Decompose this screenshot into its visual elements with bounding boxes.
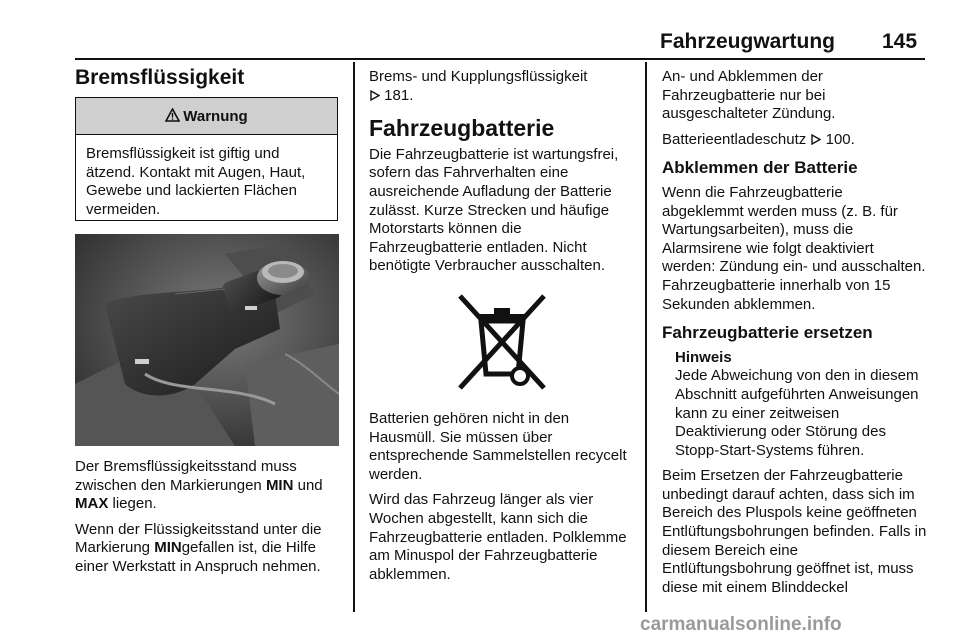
warning-header [76, 98, 337, 135]
discharge-protection-ref [662, 131, 927, 150]
running-header-title: Fahrzeugwartung [660, 30, 836, 53]
min-mark: MIN [265, 476, 294, 494]
crossref-triangle-icon [810, 134, 821, 145]
header-rule [75, 58, 925, 60]
discharge-ref-text: Batterieentladeschutz [662, 130, 807, 148]
brake-fluid-reservoir-photo [75, 234, 339, 446]
column-divider-2 [645, 62, 647, 612]
low-level-paragraph [75, 521, 343, 577]
level-text-1: Der Bremsflüssigkeitsstand muss zwischen den Markierungen [75, 458, 297, 494]
warning-box [75, 97, 338, 221]
recycle-paragraph: Batterien gehören nicht in den Hausmüll. Sie müssen über entsprechende Sammelstellen recycelt werden. [369, 409, 627, 483]
abklemmen-text: Wenn die Fahrzeugbatterie abgeklemmt werden muss (z. B. für Wartungsarbeiten), muss die Alarmsirene wie folgt deaktiviert werden: Zündung ein- und ausschalten. Fahrzeugbatterie innerhalb von 15 Sekunden abklemmen. [662, 183, 926, 313]
watermark: carmanualsonline.info [640, 614, 842, 635]
heading-abklemmen: Abklemmen der Batterie [662, 158, 858, 178]
column-1-text [75, 458, 343, 584]
column-divider-1 [353, 62, 355, 612]
hinweis-text: Jede Abweichung von den in diesem Abschnitt aufgeführten Anweisungen kann zu einer zeitweisen Deaktivierung oder Störung des Stopp-Start-Systems führen. [675, 367, 919, 459]
level-text-3: liegen. [108, 495, 157, 513]
warning-triangle-icon [165, 108, 180, 122]
disconnect-intro: An- und Abklemmen der Fahrzeugbatterie nur bei ausgeschalteter Zündung. [662, 68, 836, 123]
crossref-paragraph [369, 68, 634, 105]
heading-fahrzeugbatterie: Fahrzeugbatterie [369, 115, 555, 142]
section-title-bremsfluessigkeit: Bremsflüssigkeit [75, 66, 245, 89]
hinweis-label: Hinweis [675, 348, 732, 366]
page-number: 145 [882, 30, 918, 53]
level-paragraph [75, 458, 343, 514]
crossref-page: 181. [384, 86, 414, 104]
parked-paragraph: Wird das Fahrzeug länger als vier Wochen abgestellt, kann sich die Fahrzeugbatterie entladen. Polklemme am Minuspol der Fahrzeugbatterie abklemmen. [369, 491, 627, 583]
level-text-2: und [293, 476, 323, 494]
warning-title: Warnung [183, 108, 248, 125]
column-2-text [369, 68, 634, 591]
discharge-ref-page: 100. [825, 130, 855, 148]
crossref-text: Brems- und Kupplungsflüssigkeit [369, 68, 588, 85]
battery-intro: Die Fahrzeugbatterie ist wartungsfrei, sofern das Fahrverhalten eine ausreichende Aufladung der Batterie zulässt. Kurze Strecken und häufige Motorstarts können die Fahrzeugbatterie entladen. Nicht benötigte Verbraucher ausschalten. [369, 145, 619, 275]
heading-ersetzen: Fahrzeugbatterie ersetzen [662, 323, 873, 343]
column-3-text [662, 68, 927, 604]
low-level-text-2: gefallen ist, die Hilfe einer Werkstatt in Anspruch nehmen. [75, 539, 321, 575]
low-level-text-1: Wenn der Flüssigkeitsstand unter die Markierung [75, 520, 322, 557]
max-mark: MAX [75, 495, 109, 513]
hinweis-note [662, 349, 927, 461]
warning-text: Bremsflüssigkeit ist giftig und ätzend. Kontakt mit Augen, Haut, Gewebe und lackierten Flächen vermeiden. [86, 145, 306, 218]
crossed-out-wheeled-bin-icon [450, 290, 554, 394]
crossref-triangle-icon [369, 90, 380, 101]
replace-text: Beim Ersetzen der Fahrzeugbatterie unbedingt darauf achten, dass sich im Bereich des Pluspols keine geöffneten Entlüftungsbohrungen befinden. Falls in diesem Bereich eine Entlüftungsbohrung geöffnet ist, muss diese mit einem Blinddeckel [662, 467, 927, 596]
min-mark-2: MIN [154, 539, 182, 557]
